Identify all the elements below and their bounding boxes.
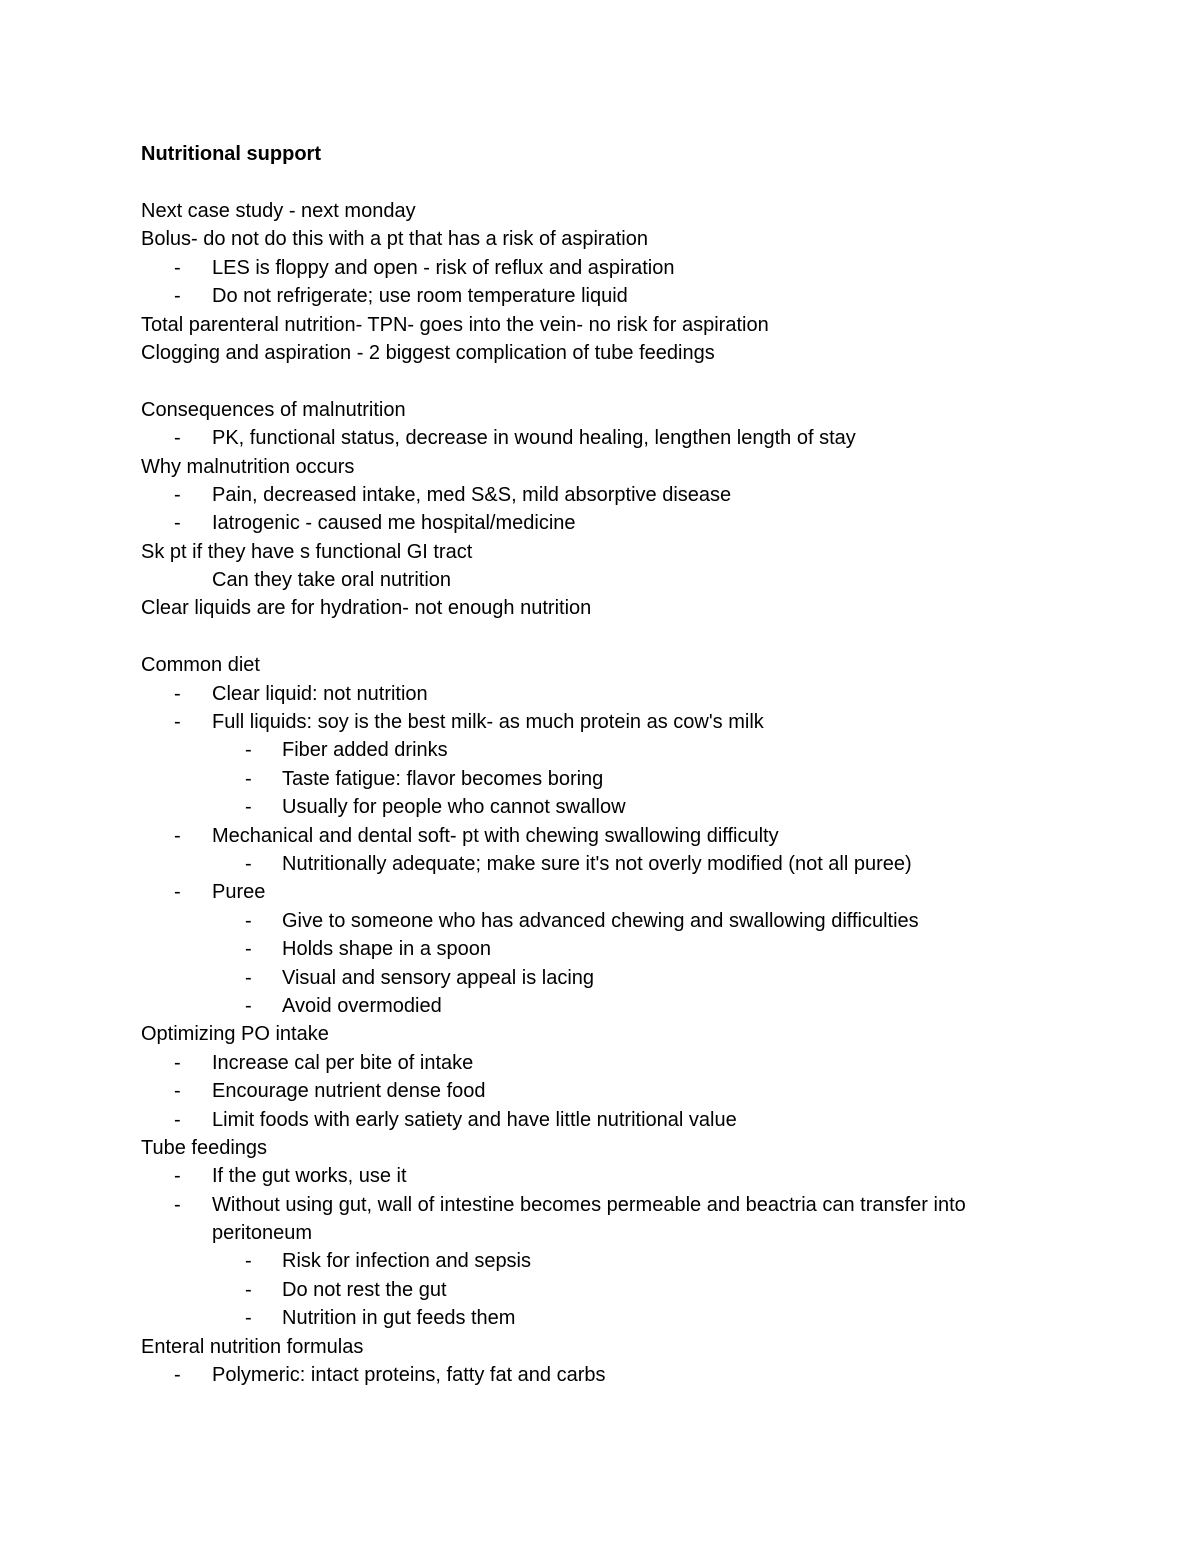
bullet-text: If the gut works, use it	[212, 1165, 407, 1188]
bullet-text: Do not refrigerate; use room temperature liquid	[212, 285, 628, 308]
bullet-text: Pain, decreased intake, med S&S, mild absorptive disease	[212, 483, 732, 506]
bullet-text: Do not rest the gut	[282, 1278, 447, 1301]
bullet-dash: -	[174, 1165, 181, 1188]
text-line: Sk pt if they have s functional GI tract	[141, 540, 473, 563]
bullet-text: Mechanical and dental soft- pt with chewing swallowing difficulty	[212, 824, 779, 847]
bullet-item	[141, 708, 1141, 736]
bullet-text: Nutritionally adequate; make sure it's not overly modified (not all puree)	[282, 852, 912, 875]
bullet-dash: -	[245, 1307, 252, 1330]
bullet-dash: -	[245, 1250, 252, 1273]
text-line: Next case study - next monday	[141, 200, 416, 222]
bullet-dash: -	[245, 938, 252, 961]
sub-bullet-item	[141, 1276, 1141, 1304]
sub-bullet-item	[141, 992, 1141, 1020]
sub-bullet-item	[141, 1247, 1141, 1275]
bullet-dash: -	[174, 1108, 181, 1131]
bullet-dash: -	[174, 1193, 181, 1216]
section-heading: Optimizing PO intake	[141, 1023, 329, 1046]
sub-bullet-item	[141, 907, 1141, 935]
bullet-text: Visual and sensory appeal is lacing	[282, 966, 595, 989]
bullet-item	[141, 1077, 1141, 1105]
bullet-text: Without using gut, wall of intestine becomes permeable and beactria can transfer into	[212, 1193, 966, 1216]
bullet-text: peritoneum	[212, 1222, 313, 1245]
blank-line	[141, 367, 1141, 395]
bullet-item	[141, 680, 1141, 708]
sub-bullet-item	[141, 1304, 1141, 1332]
bullet-text: Holds shape in a spoon	[282, 938, 492, 961]
bullet-text: Avoid overmodied	[282, 994, 442, 1017]
notes-body	[141, 197, 1141, 1389]
bullet-text: Fiber added drinks	[282, 739, 448, 762]
sub-bullet-item	[141, 736, 1141, 764]
bullet-dash: -	[174, 682, 181, 705]
bullet-text: Usually for people who cannot swallow	[282, 796, 626, 819]
bullet-dash: -	[245, 994, 252, 1017]
bullet-text: Increase cal per bite of intake	[212, 1051, 474, 1074]
bullet-dash: -	[245, 909, 252, 932]
bullet-dash: -	[245, 739, 252, 762]
bullet-dash: -	[174, 1080, 181, 1103]
bullet-dash: -	[245, 852, 252, 875]
sub-bullet-item	[141, 964, 1141, 992]
bullet-dash: -	[174, 1364, 181, 1387]
sub-bullet-item	[141, 765, 1141, 793]
bullet-text: Full liquids: soy is the best milk- as much protein as cow's milk	[212, 711, 764, 734]
section-heading: Enteral nutrition formulas	[141, 1335, 364, 1358]
bullet-dash: -	[245, 796, 252, 819]
blank-line	[141, 623, 1141, 651]
bullet-item	[141, 509, 1141, 537]
bullet-item	[141, 424, 1141, 452]
text-line: Bolus- do not do this with a pt that has a risk of aspiration	[141, 228, 648, 251]
bullet-item	[141, 822, 1141, 850]
section-heading: Why malnutrition occurs	[141, 455, 355, 478]
bullet-text: Limit foods with early satiety and have little nutritional value	[212, 1108, 737, 1131]
bullet-text: Polymeric: intact proteins, fatty fat and carbs	[212, 1364, 606, 1387]
bullet-text: Nutrition in gut feeds them	[282, 1307, 516, 1330]
sub-bullet-item	[141, 850, 1141, 878]
bullet-dash: -	[174, 711, 181, 734]
bullet-dash: -	[174, 285, 181, 308]
bullet-item	[141, 1361, 1141, 1389]
bullet-text: Encourage nutrient dense food	[212, 1080, 486, 1103]
bullet-text: Iatrogenic - caused me hospital/medicine	[212, 512, 576, 535]
bullet-dash: -	[174, 881, 181, 904]
bullet-dash: -	[174, 256, 181, 279]
bullet-item	[141, 282, 1141, 310]
section-heading: Common diet	[141, 654, 260, 677]
bullet-text: Give to someone who has advanced chewing and swallowing difficulties	[282, 909, 919, 932]
text-line: Clogging and aspiration - 2 biggest complication of tube feedings	[141, 341, 715, 364]
indented-line: Can they take oral nutrition	[212, 569, 452, 592]
bullet-text: Puree	[212, 881, 266, 904]
bullet-text: PK, functional status, decrease in wound healing, lengthen length of stay	[212, 427, 856, 450]
bullet-item	[141, 878, 1141, 906]
bullet-text: Risk for infection and sepsis	[282, 1250, 532, 1273]
bullet-item	[141, 1191, 1141, 1219]
bullet-dash: -	[245, 767, 252, 790]
bullet-dash: -	[174, 512, 181, 535]
text-line: Clear liquids are for hydration- not enough nutrition	[141, 597, 592, 620]
bullet-item	[141, 1049, 1141, 1077]
bullet-continuation	[141, 1219, 1141, 1247]
bullet-dash: -	[245, 1278, 252, 1301]
bullet-item	[141, 254, 1141, 282]
bullet-item	[141, 1106, 1141, 1134]
page-title: Nutritional support	[141, 143, 321, 165]
bullet-text: Clear liquid: not nutrition	[212, 682, 428, 705]
bullet-text: LES is floppy and open - risk of reflux and aspiration	[212, 256, 675, 279]
section-heading: Tube feedings	[141, 1136, 268, 1159]
sub-bullet-item	[141, 793, 1141, 821]
bullet-item	[141, 481, 1141, 509]
bullet-dash: -	[174, 427, 181, 450]
bullet-item	[141, 1162, 1141, 1190]
bullet-dash: -	[245, 966, 252, 989]
bullet-dash: -	[174, 824, 181, 847]
bullet-dash: -	[174, 483, 181, 506]
bullet-text: Taste fatigue: flavor becomes boring	[282, 767, 604, 790]
section-heading: Consequences of malnutrition	[141, 398, 406, 421]
text-line: Total parenteral nutrition- TPN- goes into the vein- no risk for aspiration	[141, 313, 769, 336]
bullet-dash: -	[174, 1051, 181, 1074]
sub-bullet-item	[141, 935, 1141, 963]
